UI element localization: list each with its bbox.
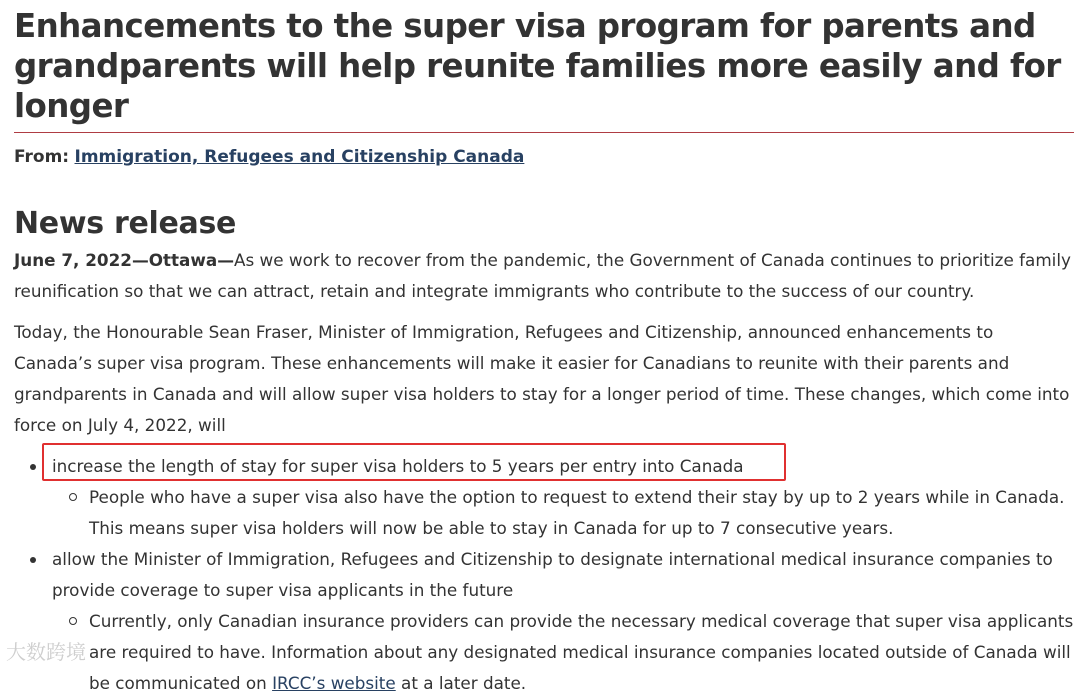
sub-list (52, 482, 1074, 544)
list-item-text: allow the Minister of Immigration, Refugees and Citizenship to designate international medical insurance companies to provide coverage to super visa applicants in the future (52, 549, 1053, 600)
from-line (14, 145, 1074, 169)
section-heading: News release (14, 206, 237, 241)
circle-bullet-icon (69, 493, 77, 501)
changes-list (14, 451, 1074, 699)
sub-list (52, 606, 1074, 699)
sub-text-before-link: Currently, only Canadian insurance providers can provide the necessary medical coverage that super visa applicants are required to have. Information about any designated medical insurance companies located outside of Canada will be communicated on (89, 611, 1074, 693)
sub-list-item (52, 482, 1074, 544)
list-item (14, 451, 1074, 544)
intro-body: As we work to recover from the pandemic, the Government of Canada continues to prioritize family reunification so that we can attract, retain and integrate immigrants who contribute to the success of our country. (14, 250, 1071, 301)
from-label: From: (14, 147, 70, 167)
department-link[interactable]: Immigration, Refugees and Citizenship Canada (74, 147, 525, 167)
sub-list-item-text: People who have a super visa also have the option to request to extend their stay by up to 2 years while in Canada. This means super visa holders will now be able to stay in Canada for up to 7 consecutive years. (89, 487, 1065, 538)
watermark: 大数跨境 (6, 640, 86, 664)
dateline: June 7, 2022—Ottawa— (14, 250, 234, 270)
list-item (14, 544, 1074, 699)
intro-paragraph (14, 245, 1074, 307)
highlighted-item (52, 451, 744, 482)
sub-list-item-text (89, 611, 1073, 693)
circle-bullet-icon (69, 617, 77, 625)
news-article (14, 0, 1074, 699)
list-item-text: increase the length of stay for super visa holders to 5 years per entry into Canada (52, 456, 744, 476)
sub-text-after-link: at a later date. (395, 673, 527, 693)
sub-list-item (52, 606, 1074, 699)
bullet-icon (30, 464, 36, 470)
announcement-paragraph: Today, the Honourable Sean Fraser, Minister of Immigration, Refugees and Citizenship, announced enhancements to Canada’s super visa program. These enhancements will make it easier for Canadians to reunite with their parents and grandparents in Canada and will allow super visa holders to stay for a longer period of time. These changes, which come into force on July 4, 2022, will (14, 322, 1070, 435)
bullet-icon (30, 557, 36, 563)
ircc-website-link[interactable]: IRCC’s website (272, 673, 396, 693)
page-title: Enhancements to the super visa program for parents and grandparents will help reunite families more easily and for longer (14, 0, 1074, 133)
